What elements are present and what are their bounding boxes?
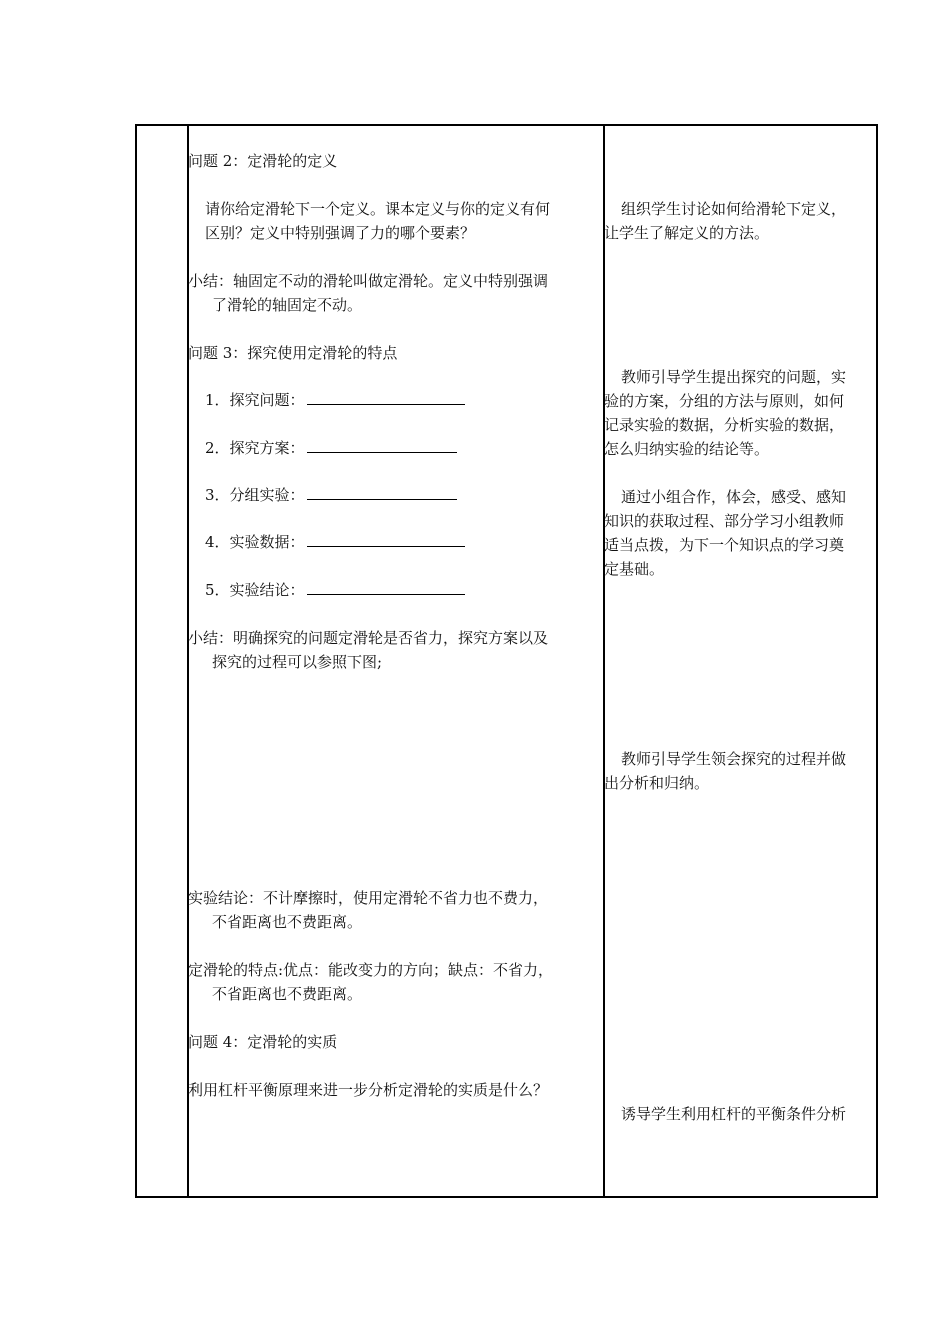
conclusion-line2: 不省距离也不费距离。 [212, 913, 363, 931]
note2-line4: 怎么归纳实验的结论等。 [604, 440, 770, 458]
summary1-line1: 小结：轴固定不动的滑轮叫做定滑轮。定义中特别强调 [188, 272, 549, 290]
note3-line1: 通过小组合作，体会，感受、感知 [621, 488, 847, 506]
step-item [205, 579, 465, 601]
note4-line2: 出分析和归纳。 [604, 774, 710, 792]
features-line1: 定滑轮的特点:优点：能改变力的方向；缺点：不省力， [188, 961, 554, 979]
answer-blank[interactable] [307, 438, 457, 453]
q2-title: 问题 2：定滑轮的定义 [188, 152, 338, 170]
q2-prompt-line1: 请你给定滑轮下一个定义。课本定义与你的定义有何 [205, 200, 551, 218]
step-label: 2．探究方案： [205, 439, 305, 457]
summary2-line1: 小结：明确探究的问题定滑轮是否省力，探究方案以及 [188, 629, 549, 647]
summary1-line2: 了滑轮的轴固定不动。 [212, 296, 363, 314]
note3-line3: 适当点拨，为下一个知识点的学习奠 [604, 536, 845, 554]
answer-blank[interactable] [307, 532, 465, 547]
note1-line1: 组织学生讨论如何给滑轮下定义， [621, 200, 847, 218]
answer-blank[interactable] [307, 580, 465, 595]
q3-title: 问题 3：探究使用定滑轮的特点 [188, 344, 398, 362]
column-divider [603, 126, 605, 1196]
step-label: 3．分组实验： [205, 486, 305, 504]
features-line2: 不省距离也不费距离。 [212, 985, 363, 1003]
step-label: 1．探究问题： [205, 391, 305, 409]
note5-line1: 诱导学生利用杠杆的平衡条件分析 [621, 1105, 847, 1123]
q4-prompt: 利用杠杆平衡原理来进一步分析定滑轮的实质是什么？ [188, 1081, 549, 1099]
note2-line3: 记录实验的数据，分析实验的数据， [604, 416, 845, 434]
step-item [205, 531, 465, 553]
note3-line2: 知识的获取过程、部分学习小组教师 [604, 512, 845, 530]
step-item [205, 389, 465, 411]
step-label: 5．实验结论： [205, 581, 305, 599]
note2-line2: 验的方案，分组的方法与原则，如何 [604, 392, 845, 410]
note3-line4: 定基础。 [604, 560, 665, 578]
answer-blank[interactable] [307, 485, 457, 500]
step-item [205, 484, 457, 506]
note4-line1: 教师引导学生领会探究的过程并做 [621, 750, 847, 768]
step-label: 4．实验数据： [205, 533, 305, 551]
note1-line2: 让学生了解定义的方法。 [604, 224, 770, 242]
note2-line1: 教师引导学生提出探究的问题，实 [621, 368, 847, 386]
q4-title: 问题 4：定滑轮的实质 [188, 1033, 338, 1051]
summary2-line2: 探究的过程可以参照下图; [212, 653, 383, 671]
step-item [205, 437, 457, 459]
conclusion-line1: 实验结论：不计摩擦时，使用定滑轮不省力也不费力， [188, 889, 549, 907]
q2-prompt-line2: 区别？定义中特别强调了力的哪个要素？ [205, 224, 476, 242]
answer-blank[interactable] [307, 390, 465, 405]
